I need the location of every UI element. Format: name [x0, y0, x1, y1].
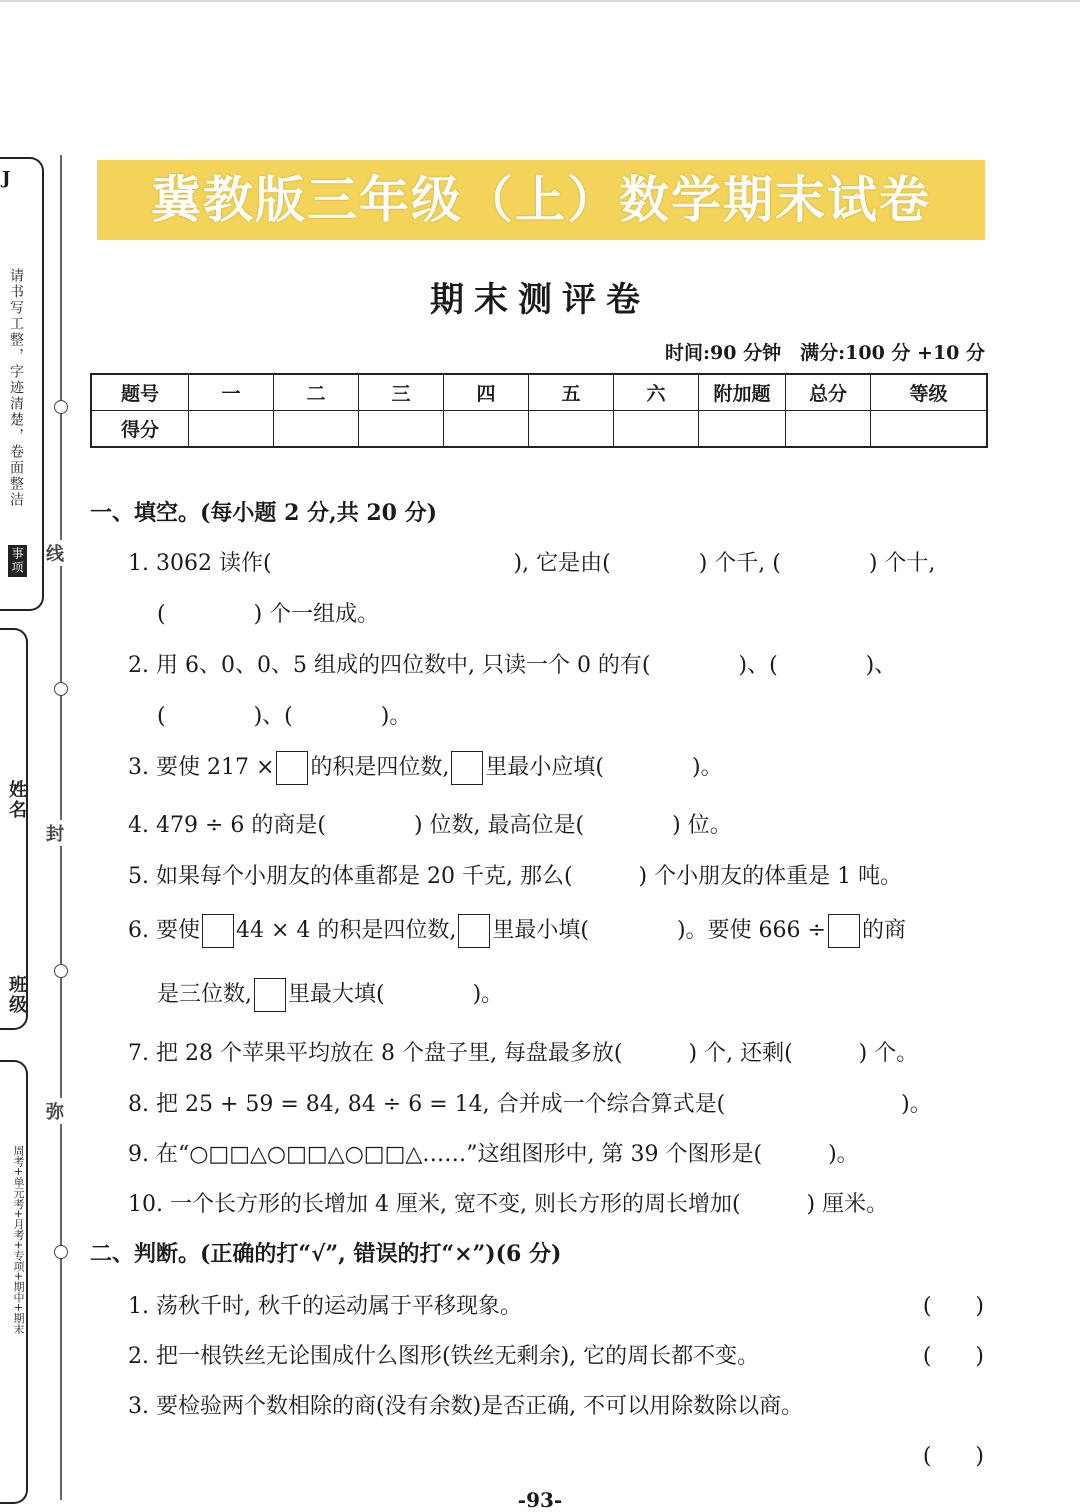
score-cell[interactable] [359, 411, 444, 448]
question-6-text-b: 44 × 4 的积是四位数, [235, 918, 457, 943]
judge-answer-2[interactable]: ( ) [922, 1344, 984, 1369]
question-6-text-e: 是三位数, [157, 982, 252, 1007]
question-3 [128, 750, 723, 785]
question-1: 1. 3062 读作( ), 它是由( ) 个千, ( ) 个十, [128, 551, 936, 576]
binding-word-close: 弥 [46, 1098, 64, 1124]
score-cell[interactable] [189, 411, 274, 448]
margin-bracket-middle [0, 628, 28, 1030]
page-number: -93- [517, 1488, 563, 1512]
answer-box[interactable] [254, 978, 286, 1012]
question-6-continued [157, 977, 503, 1012]
score-row-label: 得分 [91, 411, 189, 448]
question-3-text-a: 3. 要使 217 × [128, 755, 275, 780]
score-header-cell: 二 [274, 374, 359, 411]
judge-question-3: 3. 要检验两个数相除的商(没有余数)是否正确, 不可以用除数除以商。 [128, 1394, 804, 1419]
question-1-continued: ( ) 个一组成。 [157, 602, 380, 627]
question-6-text-a: 6. 要使 [128, 918, 200, 943]
question-8: 8. 把 25 + 59 = 84, 84 ÷ 6 = 14, 合并成一个综合算式是( )。 [128, 1092, 932, 1117]
question-3-text-b: 的积是四位数, [310, 755, 450, 780]
answer-box[interactable] [202, 914, 234, 948]
score-cell[interactable] [274, 411, 359, 448]
margin-marker: J [2, 168, 11, 189]
question-9: 9. 在“○□□△○□□△○□□△……”这组图形中, 第 39 个图形是( )。 [128, 1142, 859, 1167]
score-cell[interactable] [871, 411, 988, 448]
answer-box[interactable] [828, 914, 860, 948]
score-header-cell: 六 [614, 374, 699, 411]
judge-question-1: 1. 荡秋千时, 秋千的运动属于平移现象。 [128, 1294, 522, 1319]
answer-box[interactable] [451, 751, 483, 785]
binding-dot [54, 682, 68, 696]
question-6 [128, 913, 906, 948]
judge-answer-1[interactable]: ( ) [922, 1294, 984, 1319]
question-5: 5. 如果每个小朋友的体重都是 20 千克, 那么( ) 个小朋友的体重是 1 吨。 [128, 864, 903, 889]
question-3-text-c: 里最小应填( )。 [485, 755, 723, 780]
binding-dot [54, 400, 68, 414]
score-table-header-row [91, 374, 987, 411]
score-header-cell: 总分 [786, 374, 871, 411]
score-table [90, 373, 988, 448]
answer-box[interactable] [276, 751, 308, 785]
score-header-cell: 等级 [871, 374, 988, 411]
question-4: 4. 479 ÷ 6 的商是( ) 位数, 最高位是( ) 位。 [128, 813, 732, 838]
score-cell[interactable] [614, 411, 699, 448]
score-cell[interactable] [529, 411, 614, 448]
question-2: 2. 用 6、0、0、5 组成的四位数中, 只读一个 0 的有( )、( )、 [128, 653, 897, 678]
question-2-continued: ( )、( )。 [157, 704, 412, 729]
name-label: 姓名 [6, 780, 27, 820]
score-header-cell: 三 [359, 374, 444, 411]
top-edge-line [0, 0, 1080, 2]
question-6-text-f: 里最大填( )。 [288, 982, 504, 1007]
exam-meta: 时间:90 分钟 满分:100 分 +10 分 [665, 342, 985, 364]
class-label: 班级 [6, 975, 27, 1015]
margin-notice-label: 事项 [8, 545, 27, 577]
score-cell[interactable] [444, 411, 529, 448]
section1-title: 一、填空。(每小题 2 分,共 20 分) [90, 500, 438, 526]
question-6-text-c: 里最小填( )。要使 666 ÷ [492, 918, 826, 943]
score-header-cell: 一 [189, 374, 274, 411]
question-7: 7. 把 28 个苹果平均放在 8 个盘子里, 每盘最多放( ) 个, 还剩( ) 个。 [128, 1041, 919, 1066]
score-table-score-row [91, 411, 987, 448]
score-cell[interactable] [699, 411, 786, 448]
exam-subtitle: 期末测评卷 [430, 280, 650, 320]
binding-word-seal: 封 [46, 820, 64, 846]
margin-notice: 请书写工整，字迹清楚，卷面整洁 [8, 268, 24, 508]
series-label: 周考+单元考+月考+专项+期中+期末 [12, 1145, 25, 1335]
exam-title: 冀教版三年级（上）数学期末试卷 [151, 171, 931, 229]
binding-word-line: 线 [46, 540, 64, 566]
section2-title: 二、判断。(正确的打“√”, 错误的打“×”)(6 分) [90, 1241, 562, 1267]
question-6-text-d: 的商 [861, 918, 906, 943]
binding-dot [54, 1245, 68, 1259]
judge-answer-3[interactable]: ( ) [922, 1444, 984, 1469]
score-header-cell: 四 [444, 374, 529, 411]
answer-box[interactable] [458, 914, 490, 948]
question-10: 10. 一个长方形的长增加 4 厘米, 宽不变, 则长方形的周长增加( ) 厘米。 [128, 1192, 889, 1217]
score-header-cell: 附加题 [699, 374, 786, 411]
score-cell[interactable] [786, 411, 871, 448]
judge-question-2: 2. 把一根铁丝无论围成什么图形(铁丝无剩余), 它的周长都不变。 [128, 1344, 760, 1369]
score-header-cell: 五 [529, 374, 614, 411]
binding-dot [54, 964, 68, 978]
score-header-cell: 题号 [91, 374, 189, 411]
